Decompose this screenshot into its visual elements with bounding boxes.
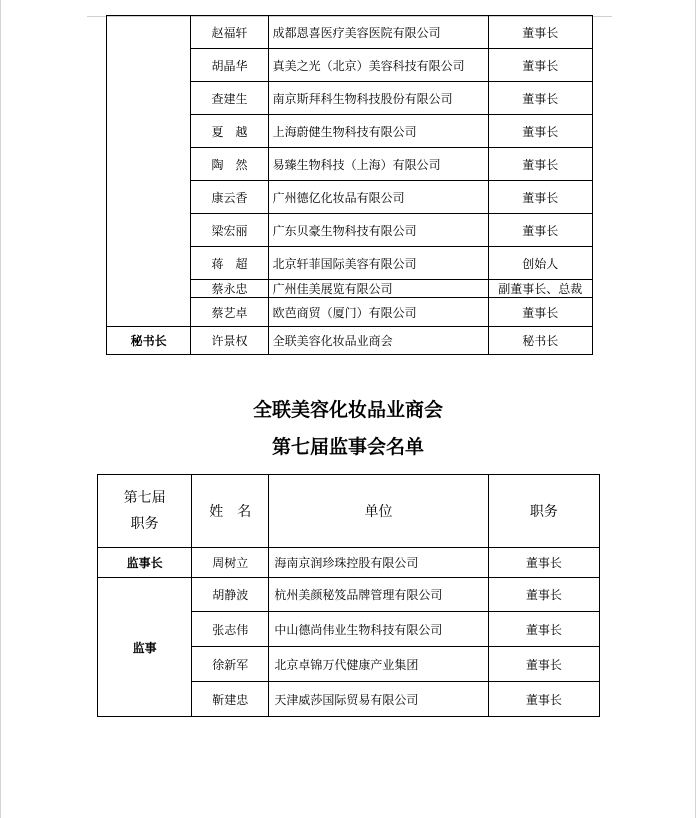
- member-role: 董事长: [488, 647, 599, 682]
- member-company: 广州佳美展览有限公司: [268, 280, 488, 298]
- member-role: 董事长: [488, 214, 592, 247]
- secretary-group-label: 秘书长: [107, 327, 191, 355]
- member-role: 董事长: [488, 82, 592, 115]
- header-name: 姓 名: [192, 475, 269, 548]
- member-name: 蒋 超: [191, 247, 268, 280]
- member-company: 全联美容化妆品业商会: [268, 327, 488, 355]
- member-role: 董事长: [488, 181, 592, 214]
- member-company: 北京卓锦万代健康产业集团: [269, 647, 488, 682]
- member-role: 董事长: [488, 298, 592, 327]
- member-company: 天津威莎国际贸易有限公司: [269, 682, 488, 717]
- chairman-group-label: 监事长: [98, 548, 192, 578]
- member-name: 查建生: [191, 82, 268, 115]
- member-company: 上海蔚健生物科技有限公司: [268, 115, 488, 148]
- member-role: 创始人: [488, 247, 592, 280]
- header-term-position: [98, 475, 192, 548]
- member-name: 靳建忠: [192, 682, 269, 717]
- member-role: 秘书长: [488, 327, 592, 355]
- table-row: [98, 548, 600, 578]
- member-name: 胡静波: [192, 578, 269, 612]
- header-role: 职务: [488, 475, 599, 548]
- supervisors-table: [97, 474, 600, 717]
- member-role: 董事长: [488, 548, 599, 578]
- member-name: 陶 然: [191, 148, 268, 181]
- member-role: 董事长: [488, 115, 592, 148]
- table-row: [107, 327, 593, 355]
- header-unit: 单位: [269, 475, 488, 548]
- member-name: 胡晶华: [191, 49, 268, 82]
- header-term: 第七届: [123, 490, 166, 506]
- document-subtitle: 第七届监事会名单: [271, 436, 424, 458]
- member-name: 蔡艺卓: [191, 298, 268, 327]
- table-row: [107, 16, 593, 49]
- member-name: 许景权: [191, 327, 268, 355]
- member-name: 蔡永忠: [191, 280, 268, 298]
- member-role: 董事长: [488, 16, 592, 49]
- member-company: 易臻生物科技（上海）有限公司: [268, 148, 488, 181]
- member-company: 真美之光（北京）美容科技有限公司: [268, 49, 488, 82]
- member-company: 广东贝豪生物科技有限公司: [268, 214, 488, 247]
- board-group-cell: [107, 16, 191, 327]
- member-name: 周树立: [192, 548, 269, 578]
- member-name: 张志伟: [192, 612, 269, 647]
- member-company: 成都恩喜医疗美容医院有限公司: [268, 16, 488, 49]
- member-role: 副董事长、总裁: [488, 280, 592, 298]
- board-members-table: [106, 15, 593, 355]
- member-company: 南京斯拜科生物科技股份有限公司: [268, 82, 488, 115]
- member-name: 徐新军: [192, 647, 269, 682]
- member-company: 北京轩菲国际美容有限公司: [268, 247, 488, 280]
- member-company: 广州德亿化妆品有限公司: [268, 181, 488, 214]
- member-name: 赵福轩: [191, 16, 268, 49]
- header-position: 职务: [130, 516, 159, 532]
- table-header-row: [98, 475, 600, 548]
- table-row: [98, 578, 600, 612]
- member-company: 欧芭商贸（厦门）有限公司: [268, 298, 488, 327]
- member-name: 梁宏丽: [191, 214, 268, 247]
- member-role: 董事长: [488, 49, 592, 82]
- member-role: 董事长: [488, 612, 599, 647]
- member-company: 海南京润珍珠控股有限公司: [269, 548, 488, 578]
- member-company: 中山德尚伟业生物科技有限公司: [269, 612, 488, 647]
- member-role: 董事长: [488, 148, 592, 181]
- supervisors-group-label: 监事: [98, 578, 192, 717]
- member-name: 康云香: [191, 181, 268, 214]
- member-company: 杭州美颜秘笈品牌管理有限公司: [269, 578, 488, 612]
- member-role: 董事长: [488, 682, 599, 717]
- member-role: 董事长: [488, 578, 599, 612]
- member-name: 夏 越: [191, 115, 268, 148]
- document-title: 全联美容化妆品业商会: [252, 399, 443, 421]
